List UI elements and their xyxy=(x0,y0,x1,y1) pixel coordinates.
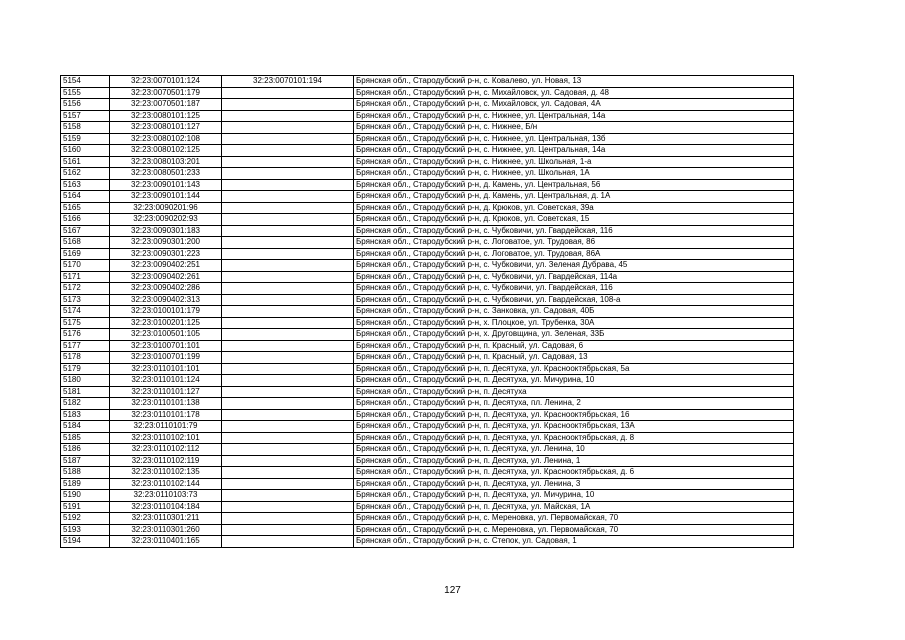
cadastral-number-cell: 32:23:0110101:79 xyxy=(110,421,222,433)
address-cell: Брянская обл., Стародубский р-н, с. Занковка, ул. Садовая, 40Б xyxy=(354,306,794,318)
address-cell: Брянская обл., Стародубский р-н, с. Степок, ул. Садовая, 1 xyxy=(354,536,794,548)
address-cell: Брянская обл., Стародубский р-н, п. Десятуха, ул. Ленина, 3 xyxy=(354,478,794,490)
table-row xyxy=(61,432,794,444)
address-cell: Брянская обл., Стародубский р-н, с. Нижнее, ул. Школьная, 1А xyxy=(354,168,794,180)
cadastral-number-cell: 32:23:0080101:125 xyxy=(110,110,222,122)
address-cell: Брянская обл., Стародубский р-н, п. Десятуха, пл. Ленина, 2 xyxy=(354,398,794,410)
address-cell: Брянская обл., Стародубский р-н, п. Десятуха, ул. Краснооктябрьская, д. 6 xyxy=(354,467,794,479)
previous-cadastral-number-cell xyxy=(222,478,354,490)
cadastral-number-cell: 32:23:0110101:101 xyxy=(110,363,222,375)
row-number-cell: 5194 xyxy=(61,536,110,548)
row-number-cell: 5162 xyxy=(61,168,110,180)
previous-cadastral-number-cell xyxy=(222,317,354,329)
table-row xyxy=(61,329,794,341)
previous-cadastral-number-cell xyxy=(222,271,354,283)
address-cell: Брянская обл., Стародубский р-н, п. Десятуха, ул. Мичурина, 10 xyxy=(354,490,794,502)
table-row xyxy=(61,133,794,145)
address-cell: Брянская обл., Стародубский р-н, с. Логоватое, ул. Трудовая, 86 xyxy=(354,237,794,249)
row-number-cell: 5181 xyxy=(61,386,110,398)
address-cell: Брянская обл., Стародубский р-н, п. Десятуха, ул. Майская, 1А xyxy=(354,501,794,513)
table-row xyxy=(61,156,794,168)
previous-cadastral-number-cell xyxy=(222,133,354,145)
previous-cadastral-number-cell xyxy=(222,386,354,398)
previous-cadastral-number-cell xyxy=(222,168,354,180)
previous-cadastral-number-cell xyxy=(222,375,354,387)
address-cell: Брянская обл., Стародубский р-н, с. Чубковичи, ул. Гвардейская, 114а xyxy=(354,271,794,283)
table-row xyxy=(61,260,794,272)
row-number-cell: 5174 xyxy=(61,306,110,318)
row-number-cell: 5177 xyxy=(61,340,110,352)
cadastral-number-cell: 32:23:0090402:251 xyxy=(110,260,222,272)
address-cell: Брянская обл., Стародубский р-н, д. Крюков, ул. Советская, 15 xyxy=(354,214,794,226)
row-number-cell: 5156 xyxy=(61,99,110,111)
row-number-cell: 5176 xyxy=(61,329,110,341)
table-row xyxy=(61,363,794,375)
table-row xyxy=(61,524,794,536)
previous-cadastral-number-cell xyxy=(222,536,354,548)
cadastral-number-cell: 32:23:0080102:108 xyxy=(110,133,222,145)
cadastral-number-cell: 32:23:0110103:73 xyxy=(110,490,222,502)
table-row xyxy=(61,168,794,180)
cadastral-number-cell: 32:23:0110401:165 xyxy=(110,536,222,548)
previous-cadastral-number-cell xyxy=(222,455,354,467)
previous-cadastral-number-cell xyxy=(222,99,354,111)
previous-cadastral-number-cell xyxy=(222,352,354,364)
row-number-cell: 5189 xyxy=(61,478,110,490)
previous-cadastral-number-cell xyxy=(222,432,354,444)
previous-cadastral-number-cell xyxy=(222,202,354,214)
row-number-cell: 5190 xyxy=(61,490,110,502)
cadastral-number-cell: 32:23:0110301:211 xyxy=(110,513,222,525)
row-number-cell: 5183 xyxy=(61,409,110,421)
cadastral-number-cell: 32:23:0110102:119 xyxy=(110,455,222,467)
address-cell: Брянская обл., Стародубский р-н, с. Нижнее, ул. Центральная, 13б xyxy=(354,133,794,145)
address-cell: Брянская обл., Стародубский р-н, с. Логоватое, ул. Трудовая, 86А xyxy=(354,248,794,260)
address-cell: Брянская обл., Стародубский р-н, с. Чубковичи, ул. Гвардейская, 116 xyxy=(354,283,794,295)
previous-cadastral-number-cell xyxy=(222,513,354,525)
cadastral-number-cell: 32:23:0100701:199 xyxy=(110,352,222,364)
cadastral-number-cell: 32:23:0090301:200 xyxy=(110,237,222,249)
cadastral-number-cell: 32:23:0100201:125 xyxy=(110,317,222,329)
table-row xyxy=(61,306,794,318)
cadastral-number-cell: 32:23:0090402:286 xyxy=(110,283,222,295)
address-cell: Брянская обл., Стародубский р-н, с. Михайловск, ул. Садовая, д. 48 xyxy=(354,87,794,99)
page-number: 127 xyxy=(444,585,461,596)
address-cell: Брянская обл., Стародубский р-н, х. Плоцкое, ул. Трубенка, 30А xyxy=(354,317,794,329)
previous-cadastral-number-cell xyxy=(222,283,354,295)
previous-cadastral-number-cell xyxy=(222,329,354,341)
table-row xyxy=(61,283,794,295)
row-number-cell: 5163 xyxy=(61,179,110,191)
row-number-cell: 5192 xyxy=(61,513,110,525)
previous-cadastral-number-cell xyxy=(222,122,354,134)
table-row xyxy=(61,513,794,525)
previous-cadastral-number-cell xyxy=(222,306,354,318)
table-row xyxy=(61,455,794,467)
address-cell: Брянская обл., Стародубский р-н, с. Нижнее, ул. Центральная, 14а xyxy=(354,145,794,157)
row-number-cell: 5191 xyxy=(61,501,110,513)
table-row xyxy=(61,294,794,306)
address-cell: Брянская обл., Стародубский р-н, п. Красный, ул. Садовая, 6 xyxy=(354,340,794,352)
table-row xyxy=(61,386,794,398)
address-cell: Брянская обл., Стародубский р-н, х. Друговщина, ул. Зеленая, 33Б xyxy=(354,329,794,341)
row-number-cell: 5172 xyxy=(61,283,110,295)
address-cell: Брянская обл., Стародубский р-н, с. Ковалево, ул. Новая, 13 xyxy=(354,76,794,88)
address-cell: Брянская обл., Стародубский р-н, с. Нижнее, ул. Центральная, 14а xyxy=(354,110,794,122)
address-cell: Брянская обл., Стародубский р-н, с. Нижнее, ул. Школьная, 1-а xyxy=(354,156,794,168)
row-number-cell: 5166 xyxy=(61,214,110,226)
previous-cadastral-number-cell: 32:23:0070101:194 xyxy=(222,76,354,88)
row-number-cell: 5179 xyxy=(61,363,110,375)
address-cell: Брянская обл., Стародубский р-н, с. Михайловск, ул. Садовая, 4А xyxy=(354,99,794,111)
address-cell: Брянская обл., Стародубский р-н, с. Нижнее, Б/н xyxy=(354,122,794,134)
row-number-cell: 5171 xyxy=(61,271,110,283)
previous-cadastral-number-cell xyxy=(222,191,354,203)
previous-cadastral-number-cell xyxy=(222,156,354,168)
table-row xyxy=(61,179,794,191)
row-number-cell: 5161 xyxy=(61,156,110,168)
table-row xyxy=(61,122,794,134)
cadastral-number-cell: 32:23:0110102:101 xyxy=(110,432,222,444)
table-row xyxy=(61,536,794,548)
cadastral-number-cell: 32:23:0080501:233 xyxy=(110,168,222,180)
address-cell: Брянская обл., Стародубский р-н, п. Десятуха, ул. Краснооктябрьская, 13А xyxy=(354,421,794,433)
cadastral-number-cell: 32:23:0110301:260 xyxy=(110,524,222,536)
previous-cadastral-number-cell xyxy=(222,87,354,99)
row-number-cell: 5173 xyxy=(61,294,110,306)
address-cell: Брянская обл., Стародубский р-н, д. Крюков, ул. Советская, 39а xyxy=(354,202,794,214)
address-cell: Брянская обл., Стародубский р-н, с. Чубковичи, ул. Гвардейская, 116 xyxy=(354,225,794,237)
previous-cadastral-number-cell xyxy=(222,260,354,272)
table-row xyxy=(61,490,794,502)
row-number-cell: 5167 xyxy=(61,225,110,237)
previous-cadastral-number-cell xyxy=(222,444,354,456)
cadastral-number-cell: 32:23:0100501:105 xyxy=(110,329,222,341)
cadastral-number-cell: 32:23:0090301:183 xyxy=(110,225,222,237)
address-cell: Брянская обл., Стародубский р-н, п. Десятуха, ул. Краснооктябрьская, 5а xyxy=(354,363,794,375)
previous-cadastral-number-cell xyxy=(222,110,354,122)
cadastral-number-cell: 32:23:0110101:124 xyxy=(110,375,222,387)
address-cell: Брянская обл., Стародубский р-н, п. Десятуха, ул. Краснооктябрьская, д. 8 xyxy=(354,432,794,444)
cadastral-number-cell: 32:23:0070501:187 xyxy=(110,99,222,111)
row-number-cell: 5168 xyxy=(61,237,110,249)
address-cell: Брянская обл., Стародубский р-н, п. Десятуха, ул. Ленина, 1 xyxy=(354,455,794,467)
previous-cadastral-number-cell xyxy=(222,490,354,502)
row-number-cell: 5175 xyxy=(61,317,110,329)
table-row xyxy=(61,421,794,433)
property-table xyxy=(60,75,794,548)
table-row xyxy=(61,375,794,387)
table-row xyxy=(61,478,794,490)
cadastral-number-cell: 32:23:0090202:93 xyxy=(110,214,222,226)
previous-cadastral-number-cell xyxy=(222,237,354,249)
table-row xyxy=(61,145,794,157)
table-row xyxy=(61,409,794,421)
table-row xyxy=(61,87,794,99)
cadastral-number-cell: 32:23:0090101:144 xyxy=(110,191,222,203)
address-cell: Брянская обл., Стародубский р-н, с. Чубковичи, ул. Гвардейская, 108-а xyxy=(354,294,794,306)
table-row xyxy=(61,501,794,513)
row-number-cell: 5182 xyxy=(61,398,110,410)
cadastral-number-cell: 32:23:0090402:313 xyxy=(110,294,222,306)
table-row xyxy=(61,398,794,410)
table-row xyxy=(61,202,794,214)
previous-cadastral-number-cell xyxy=(222,501,354,513)
cadastral-number-cell: 32:23:0070501:179 xyxy=(110,87,222,99)
cadastral-number-cell: 32:23:0090101:143 xyxy=(110,179,222,191)
address-cell: Брянская обл., Стародубский р-н, п. Десятуха, ул. Мичурина, 10 xyxy=(354,375,794,387)
cadastral-number-cell: 32:23:0110101:138 xyxy=(110,398,222,410)
row-number-cell: 5160 xyxy=(61,145,110,157)
row-number-cell: 5180 xyxy=(61,375,110,387)
cadastral-number-cell: 32:23:0110101:127 xyxy=(110,386,222,398)
address-cell: Брянская обл., Стародубский р-н, п. Десятуха xyxy=(354,386,794,398)
row-number-cell: 5186 xyxy=(61,444,110,456)
previous-cadastral-number-cell xyxy=(222,294,354,306)
cadastral-number-cell: 32:23:0080102:125 xyxy=(110,145,222,157)
table-row xyxy=(61,467,794,479)
cadastral-number-cell: 32:23:0110102:112 xyxy=(110,444,222,456)
table-row xyxy=(61,110,794,122)
table-row xyxy=(61,76,794,88)
table-row xyxy=(61,317,794,329)
previous-cadastral-number-cell xyxy=(222,214,354,226)
cadastral-number-cell: 32:23:0070101:124 xyxy=(110,76,222,88)
address-cell: Брянская обл., Стародубский р-н, с. Чубковичи, ул. Зеленая Дубрава, 45 xyxy=(354,260,794,272)
cadastral-number-cell: 32:23:0100701:101 xyxy=(110,340,222,352)
row-number-cell: 5178 xyxy=(61,352,110,364)
row-number-cell: 5188 xyxy=(61,467,110,479)
table-row xyxy=(61,99,794,111)
property-table-body xyxy=(61,76,794,548)
cadastral-number-cell: 32:23:0090402:261 xyxy=(110,271,222,283)
cadastral-number-cell: 32:23:0110101:178 xyxy=(110,409,222,421)
address-cell: Брянская обл., Стародубский р-н, д. Камень, ул. Центральная, д. 1А xyxy=(354,191,794,203)
table-row xyxy=(61,271,794,283)
row-number-cell: 5187 xyxy=(61,455,110,467)
row-number-cell: 5157 xyxy=(61,110,110,122)
table-row xyxy=(61,225,794,237)
cadastral-number-cell: 32:23:0090301:223 xyxy=(110,248,222,260)
previous-cadastral-number-cell xyxy=(222,145,354,157)
previous-cadastral-number-cell xyxy=(222,398,354,410)
cadastral-number-cell: 32:23:0100101:179 xyxy=(110,306,222,318)
address-cell: Брянская обл., Стародубский р-н, д. Камень, ул. Центральная, 56 xyxy=(354,179,794,191)
previous-cadastral-number-cell xyxy=(222,340,354,352)
row-number-cell: 5193 xyxy=(61,524,110,536)
cadastral-number-cell: 32:23:0090201:96 xyxy=(110,202,222,214)
table-row xyxy=(61,237,794,249)
row-number-cell: 5165 xyxy=(61,202,110,214)
table-row xyxy=(61,340,794,352)
row-number-cell: 5158 xyxy=(61,122,110,134)
table-row xyxy=(61,248,794,260)
address-cell: Брянская обл., Стародубский р-н, п. Десятуха, ул. Ленина, 10 xyxy=(354,444,794,456)
cadastral-number-cell: 32:23:0110102:144 xyxy=(110,478,222,490)
cadastral-number-cell: 32:23:0110104:184 xyxy=(110,501,222,513)
row-number-cell: 5154 xyxy=(61,76,110,88)
table-row xyxy=(61,444,794,456)
previous-cadastral-number-cell xyxy=(222,225,354,237)
address-cell: Брянская обл., Стародубский р-н, п. Красный, ул. Садовая, 13 xyxy=(354,352,794,364)
table-row xyxy=(61,352,794,364)
cadastral-number-cell: 32:23:0110102:135 xyxy=(110,467,222,479)
previous-cadastral-number-cell xyxy=(222,179,354,191)
previous-cadastral-number-cell xyxy=(222,467,354,479)
row-number-cell: 5164 xyxy=(61,191,110,203)
cadastral-number-cell: 32:23:0080103:201 xyxy=(110,156,222,168)
previous-cadastral-number-cell xyxy=(222,363,354,375)
previous-cadastral-number-cell xyxy=(222,409,354,421)
table-row xyxy=(61,214,794,226)
row-number-cell: 5169 xyxy=(61,248,110,260)
row-number-cell: 5155 xyxy=(61,87,110,99)
previous-cadastral-number-cell xyxy=(222,421,354,433)
table-row xyxy=(61,191,794,203)
row-number-cell: 5185 xyxy=(61,432,110,444)
row-number-cell: 5159 xyxy=(61,133,110,145)
row-number-cell: 5184 xyxy=(61,421,110,433)
address-cell: Брянская обл., Стародубский р-н, с. Мереновка, ул. Первомайская, 70 xyxy=(354,513,794,525)
cadastral-number-cell: 32:23:0080101:127 xyxy=(110,122,222,134)
address-cell: Брянская обл., Стародубский р-н, с. Мереновка, ул. Первомайская, 70 xyxy=(354,524,794,536)
address-cell: Брянская обл., Стародубский р-н, п. Десятуха, ул. Краснооктябрьская, 16 xyxy=(354,409,794,421)
previous-cadastral-number-cell xyxy=(222,524,354,536)
row-number-cell: 5170 xyxy=(61,260,110,272)
previous-cadastral-number-cell xyxy=(222,248,354,260)
